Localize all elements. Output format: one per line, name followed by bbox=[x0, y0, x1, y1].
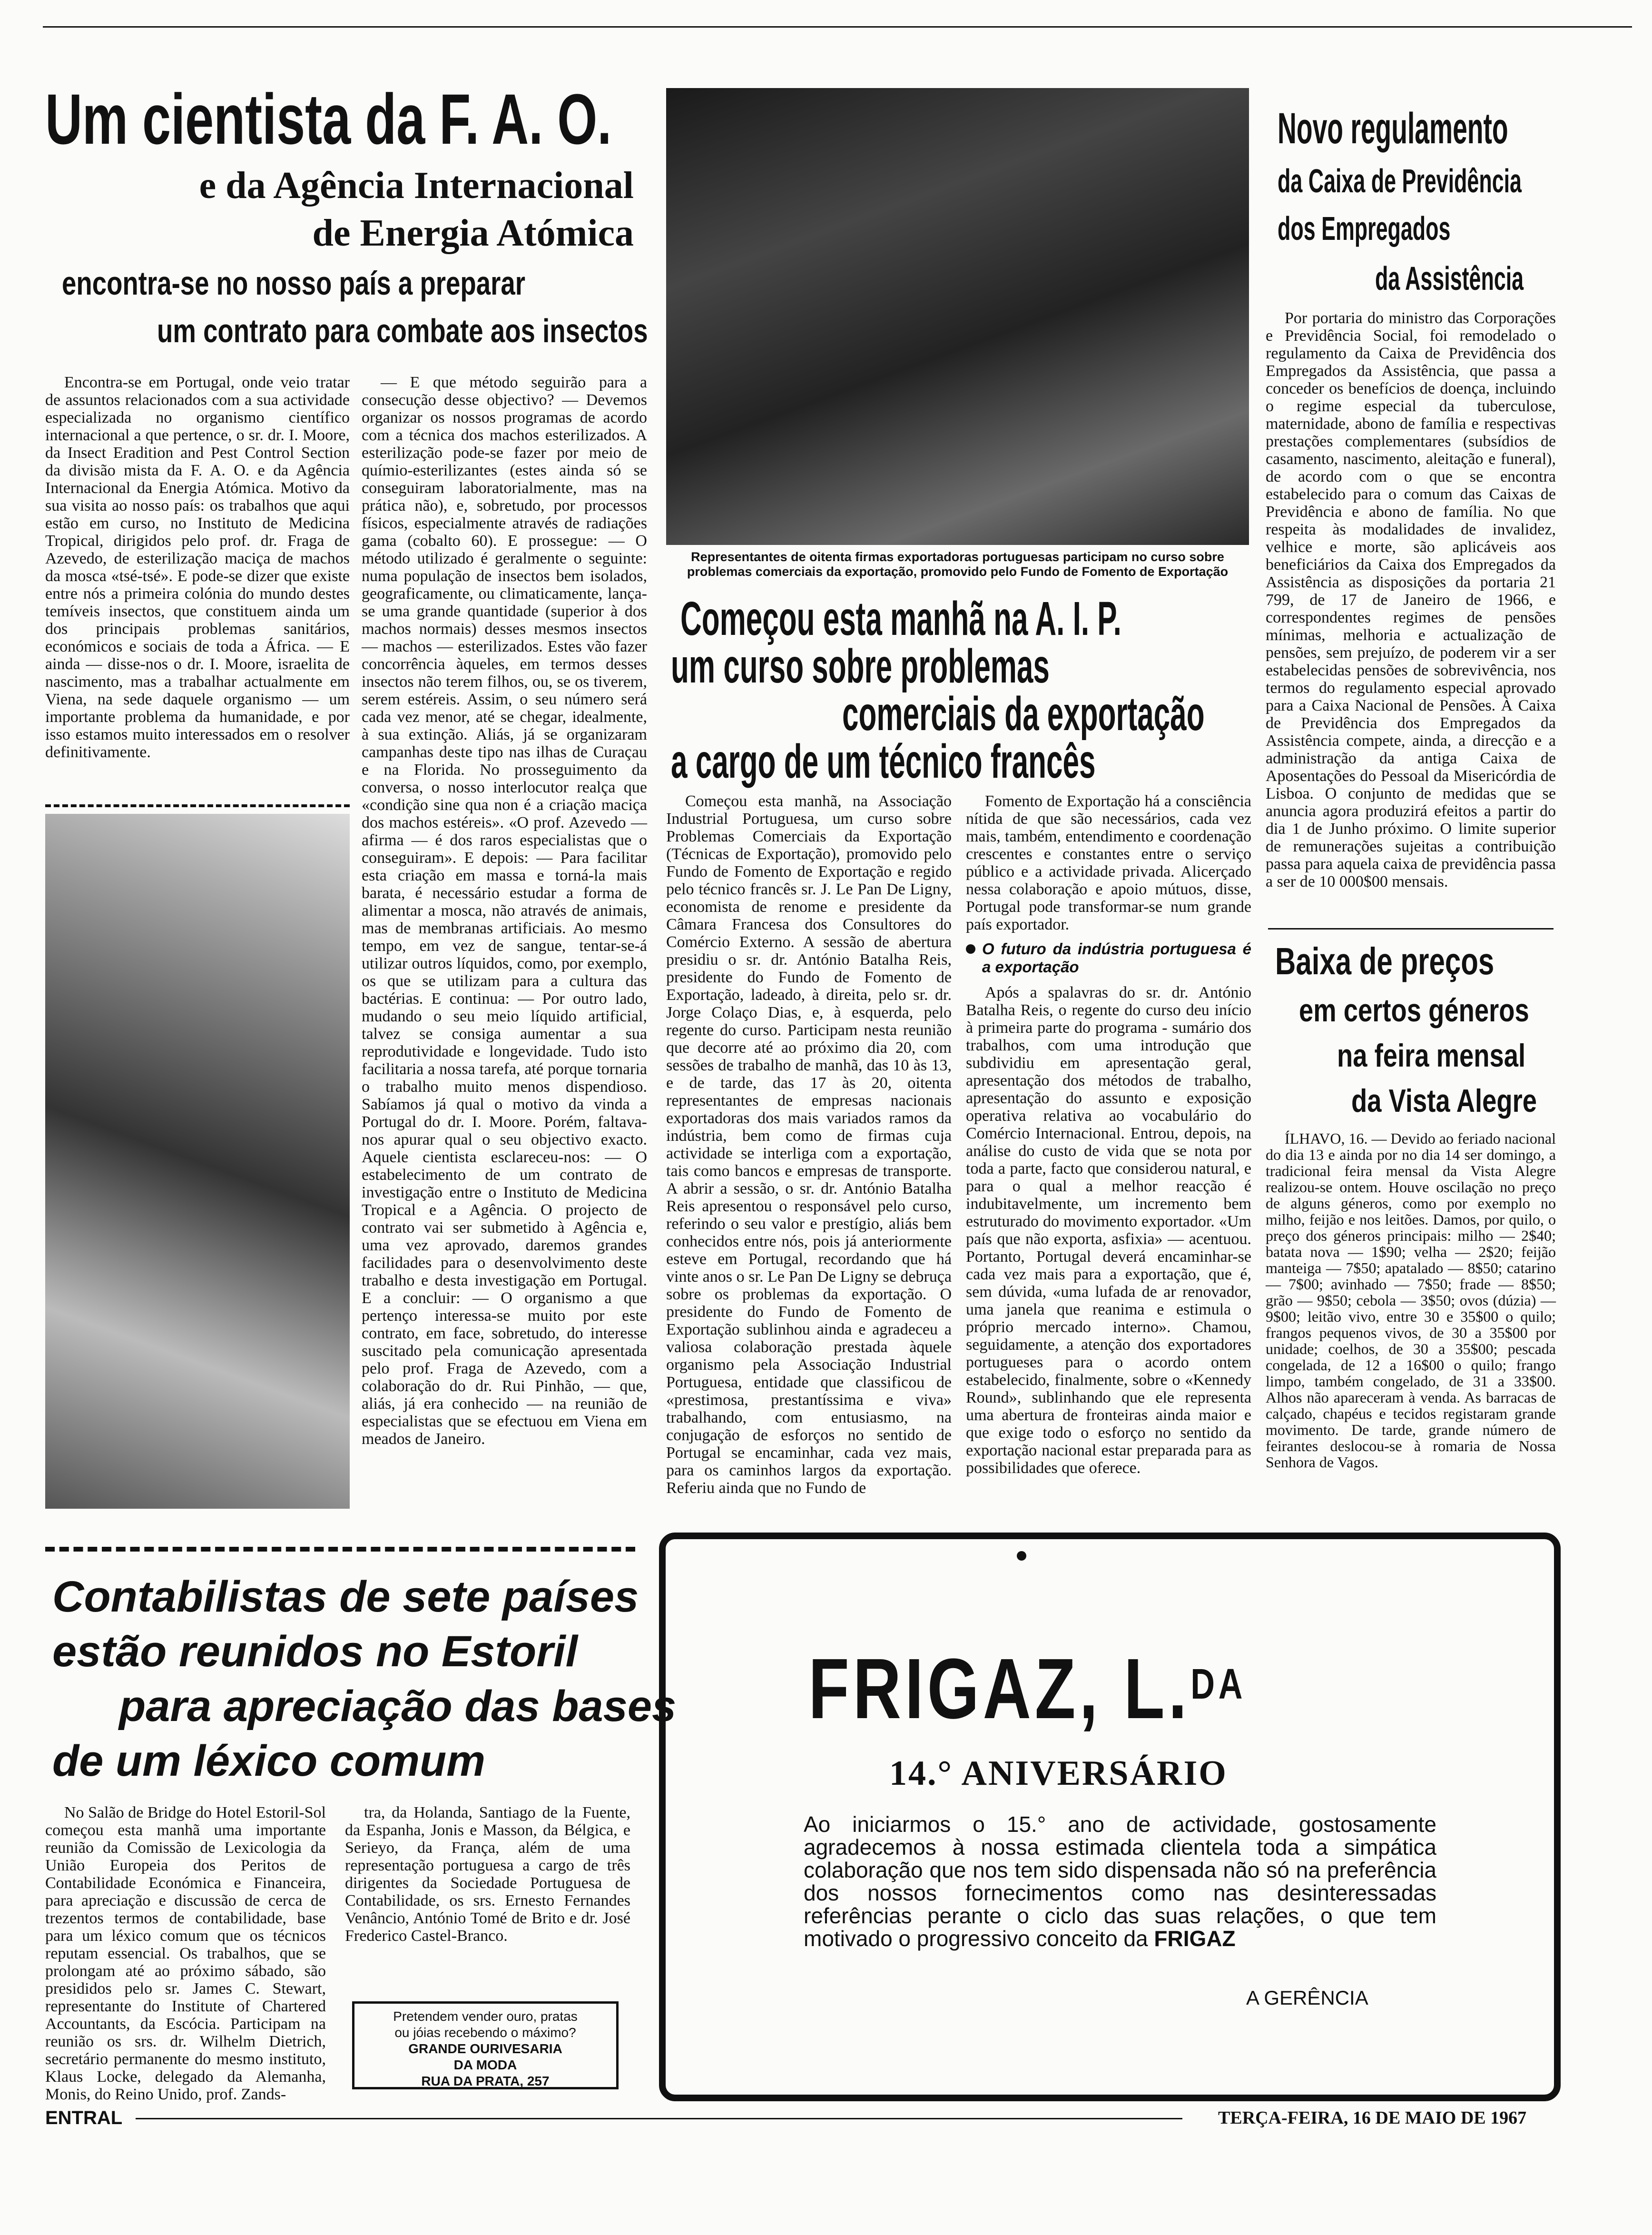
caixa-headline-3: dos Empregados bbox=[1278, 210, 1451, 247]
contab-headline-1: Contabilistas de sete países bbox=[52, 1572, 639, 1621]
frigaz-top-dot bbox=[1017, 1551, 1026, 1561]
frigaz-ad bbox=[659, 1533, 1561, 2101]
aip-column-2: Fomento de Exportação há a consciência nítida de que são necessários, cada vez mais, também, entendimento e coordenação crescentes e constantes entre o serviço público e a actividade privada. Alicerçado nessa colaboração e apoio mútuos, disse, Portugal pode transformar-se num grande país exportador. O futuro da indústria portuguesa é a exportação Após a spalavras do sr. dr. António Batalha Reis, o regente do curso deu início à primeira parte do programa - sumário dos trabalhos, com uma introdução que subdividiu em apresentação geral, apresentação dos métodos de trabalho, apresentação do assunto e exposição operativa relativa ao vocabulário do Comércio Internacional. Entrou, depois, na análise do custo de vida que se nota por toda a parte, facto que considerou natural, e para o qual a melhor reacção é indubitavelmente, um incremento bem estruturado do movimento exportador. «Um país que não exporta, asfixia» — acentuou. Portanto, Portugal deverá encaminhar-se cada vez mais para a exportação, que é, sem dúvida, «uma lufada de ar renovador, uma janela que reanima e estimula o próprio mercado interno». Chamou, seguidamente, a atenção dos exportadores portugueses para o acordo ontem estabelecido, finalmente, sobre o «Kennedy Round», sublinhando que ele representa uma abertura de fronteiras ainda maior e que exige todo o esforço no sentido da exportação nacional estar preparada para as possibilidades que oferece. bbox=[966, 792, 1251, 1477]
aip-headline-3: comerciais da exportação bbox=[842, 687, 1205, 741]
ad-line-5: RUA DA PRATA, 257 bbox=[421, 2074, 550, 2088]
baixa-headline-3: na feira mensal bbox=[1337, 1038, 1526, 1074]
frigaz-brand: FRIGAZ bbox=[1154, 1926, 1236, 1951]
fao-headline-4: encontra-se no nosso país a preparar bbox=[62, 265, 526, 302]
contab-column-2: tra, da Holanda, Santiago de la Fuente, da Espanha, Jonis e Masson, da Bélgica, e Serieyo, da França, além de uma representação portuguesa a cargo de três dirigentes da Sociedade Portuguesa de Contabilidade, os srs. Ernesto Fernandes Venâncio, António Tomé de Brito e dr. José Frederico Castel-Branco. bbox=[345, 1804, 630, 1945]
aip-meeting-photo bbox=[666, 88, 1249, 545]
contab-headline-2: estão reunidos no Estoril bbox=[52, 1627, 578, 1676]
ad-line-4: DA MODA bbox=[453, 2057, 517, 2072]
fao-column-1: Encontra-se em Portugal, onde veio tratar de assuntos relacionados com a sua actividade especializada no organismo científico internacional a que pertence, o sr. dr. I. Moore, da Insect Eradition and Pest Control Section da divisão mista da F. A. O. e da Agência Internacional da Energia Atómica. Motivo da sua visita ao nosso país: os trabalhos que aqui estão em curso, no Instituto de Medicina Tropical, dirigidos pelo prof. dr. Fraga de Azevedo, de esterilização maciça de machos da mosca «tsé-tsé». E pode-se dizer que existe entre nós a primeira colónia do mundo destes temíveis insectos, que constituem ainda um dos principais problemas sanitários, económicos e sociais de toda a África. — E ainda — disse-nos o dr. I. Moore, israelita de nascimento, mas a trabalhar actualmente em Viena, na sede daquele organismo — um importante problema da humanidade, e por isso estamos muito interessados em o resolver definitivamente. bbox=[45, 374, 350, 761]
fao-headline-5: um contrato para combate aos insectos bbox=[157, 312, 648, 349]
aip-column-1: Começou esta manhã, na Associação Industrial Portuguesa, um curso sobre Problemas Comerciais da Exportação (Técnicas de Exportação), promovido pelo Fundo de Fomento de Exportação e regido pelo técnico francês sr. J. Le Pan De Ligny, economista de renome e presidente da Câmara Francesa dos Consultores do Comércio Externo. A sessão de abertura presidiu o sr. dr. António Batalha Reis, presidente do Fundo de Fomento de Exportação, ladeado, à direita, pelo sr. dr. Jorge Colaço Dias, e, à esquerda, pelo regente do curso. Participam nesta reunião que decorre até ao próximo dia 20, com sessões de trabalho de manhã, das 10 às 13, e de tarde, das 17 às 20, oitenta representantes de empresas nacionais exportadoras dos mais variados ramos da indústria, bem como de firmas cuja actividade se interliga com a exportação, tais como bancos e empresas de transporte. A abrir a sessão, o sr. dr. António Batalha Reis apresentou o responsável pelo curso, referindo o seu valor e prestígio, aliás bem conhecidos entre nós, pois já anteriormente esteve em Portugal, recordando que há vinte anos o sr. Le Pan De Ligny se debruça sobre os problemas da exportação. O presidente do Fundo de Fomento de Exportação sublinhou ainda e agradeceu a valiosa colaboração prestada àquele organismo pela Associação Industrial Portuguesa, entidade que classificou de «prestimosa, prestantíssima e viva» trabalhando, com entusiasmo, na conjugação de esforços no sentido de Portugal se encaminhar, cada vez mais, para os caminhos largos da exportação. Referiu ainda que no Fundo de bbox=[666, 792, 952, 1497]
caixa-headline-2: da Caixa de Previdência bbox=[1278, 162, 1522, 199]
frigaz-subtitle: 14.° ANIVERSÁRIO bbox=[889, 1754, 1228, 1793]
footer-left: ENTRAL bbox=[45, 2107, 123, 2128]
fao-street-photo bbox=[45, 814, 350, 1509]
ad-line-2: ou jóias recebendo o máximo? bbox=[394, 2025, 576, 2040]
contab-headline-3: para apreciação das bases bbox=[119, 1682, 677, 1731]
contab-top-rule bbox=[45, 1547, 635, 1552]
baixa-headline-4: da Vista Alegre bbox=[1351, 1083, 1537, 1119]
fao-column-2: — E que método seguirão para a consecução desse objectivo? — Devemos organizar os nossos programas de acordo com a técnica dos machos esterilizados. A esterilização pode-se fazer por meio de químio-esterilizantes (estes ainda só se conseguiram laboratorialmente, mas na prática não), e, sobretudo, por processos físicos, especialmente através de radiações gama (cobalto 60). E prossegue: — O método utilizado é geralmente o seguinte: numa população de insectos bem isolados, geograficamente, ou climaticamente, lança-se uma grande quantidade (superior à dos machos normais) desses mesmos insectos — machos — esterilizados. Estes vão fazer concorrência àqueles, em termos desses insectos não terem filhos, ou, se os tiverem, serem estéreis. Assim, o seu número será cada vez menor, até se chegar, idealmente, à sua extinção. Aliás, já se organizaram campanhas deste tipo nas ilhas de Curaçau e na Florida. No prosseguimento da conversa, o nosso interlocutor realça que «condição sine qua non é a criação maciça dos machos estéreis». «O prof. Azevedo — afirma — é dos raros especialistas que o conseguiram». E depois: — Para facilitar esta criação em massa e torná-la mais barata, é necessário estudar a forma de alimentar a mosca, não através de animais, mas de membranas artificiais. Ao mesmo tempo, em vez de sangue, tentar-se-á utilizar outros líquidos, como, por exemplo, os que se utilizam para a cultura das bactérias. E continua: — Por outro lado, mudando o seu meio líquido artificial, talvez se consiga aumentar a sua reprodutividade e longevidade. Tudo isto facilitaria a nossa tarefa, até porque tornaria o trabalho muito menos dispendioso. Sabíamos já qual o motivo da vinda a Portugal do dr. I. Moore. Porém, faltava-nos apurar qual o seu objectivo exacto. Aquele cientista esclareceu-nos: — O estabelecimento de um contrato de investigação entre o Instituto de Medicina Tropical e a Agência. O projecto de contrato vai ser submetido à Agência e, uma vez aprovado, daremos grandes facilidades para o desenvolvimento deste trabalho e desta investigação em Portugal. E a concluir: — O organismo a que pertenço interessa-se muito por este contrato, em face, sobretudo, do interesse suscitado pela comunicação apresentada pelo prof. Fraga de Azevedo, com a colaboração do dr. Rui Pinhão, — que, aliás, já era conhecido — na reunião de especialistas que se efectuou em Viena em meados de Janeiro. bbox=[362, 374, 647, 1448]
caixa-separator bbox=[1268, 928, 1554, 930]
fao-headline-2: e da Agência Internacional bbox=[199, 165, 634, 207]
bullet-icon bbox=[966, 944, 975, 954]
frigaz-signature: A GERÊNCIA bbox=[1246, 1987, 1368, 2009]
frigaz-body: Ao iniciarmos o 15.° ano de actividade, gostosamente agradecemos à nossa estimada clientela toda a simpática colaboração que nos tem sido dispensada não só na preferência dos nossos fornecimentos como nas desinteressadas referências perante o ciclo das suas relações, o que tem motivado o progressivo conceito da FRIGAZ bbox=[804, 1812, 1436, 1951]
fao-separator bbox=[45, 804, 350, 807]
aip-headline-4: a cargo de um técnico francês bbox=[671, 735, 1096, 788]
caixa-headline-1: Novo regulamento bbox=[1278, 104, 1508, 153]
footer-date: TERÇA-FEIRA, 16 DE MAIO DE 1967 bbox=[1218, 2108, 1527, 2128]
contab-column-1: No Salão de Bridge do Hotel Estoril-Sol começou esta manhã uma importante reunião da Comissão de Lexicologia da União Europeia dos Peritos de Contabilidade Económica e Financeira, para apreciação e discussão de cerca de trezentos termos de contabilidade, base para um léxico comum que os técnicos reputam essencial. Os trabalhos, que se prolongam até ao próximo sábado, são presididos pelo sr. James C. Stewart, representante do Institute of Chartered Accountants, da Escócia. Participam na reunião os srs. dr. Wilhelm Dietrich, secretário permanente do mesmo instituto, Klaus Locke, delegado da Alemanha, Monis, do Reino Unido, prof. Zands- bbox=[45, 1804, 326, 2103]
baixa-headline-1: Baixa de preços bbox=[1275, 940, 1495, 982]
top-rule bbox=[43, 26, 1632, 28]
baixa-body: ÍLHAVO, 16. — Devido ao feriado nacional do dia 13 e ainda por no dia 14 ser domingo, a tradicional feira mensal da Vista Alegre realizou-se ontem. Houve oscilação no preço de alguns géneros, como por exemplo no milho, feijão e nos leitões. Damos, por quilo, o preço dos géneros principais: milho — 2$40; batata nova — 1$90; velha — 2$20; feijão manteiga — 7$50; apatalado — 8$50; catarino — 7$00; avinhado — 7$50; frade — 8$50; grão — 9$50; cebola — 3$50; ovos (dúzia) — 9$00; leitão vivo, entre 30 e 35$00 o quilo; frangos pequenos vivos, de 30 a 35$00 por unidade; coelhos, de 30 a 35$00; pescada congelada, de 12 a 16$00 o quilo; frango limpo, também congelado, de 31 a 33$00. Alhos não apareceram à venda. As barracas de calçado, chapéus e tecidos registaram grande movimento. De tarde, grande número de feirantes deslocou-se à romaria de Nossa Senhora de Vagos. bbox=[1266, 1130, 1556, 1471]
aip-headline-1: Começou esta manhã na A. I. P. bbox=[680, 592, 1121, 645]
footer-rule-left bbox=[136, 2118, 1182, 2119]
frigaz-name: FRIGAZ, L.$^{DA}$ bbox=[808, 1641, 1247, 1737]
aip-photo-caption: Representantes de oitenta firmas exportadoras portuguesas participam no curso sobre problemas comerciais da exportação, promovido pelo Fundo de Fomento de Exportação bbox=[687, 550, 1229, 579]
ourivesaria-ad bbox=[352, 2001, 619, 2089]
caixa-headline-4: da Assistência bbox=[1375, 260, 1524, 297]
fao-headline-1: Um cientista da F. A. O. bbox=[45, 79, 612, 159]
caixa-body: Por portaria do ministro das Corporações e Previdência Social, foi remodelado o regulamento da Caixa de Previdência dos Empregados da Assistência, que passa a conceder os benefícios de doença, incluindo o regime especial da tuberculose, maternidade, abono de família e respectivas prestações complementares (subsídios de casamento, nascimento, aleitação e funeral), de acordo com o que se encontra estabelecido para o comum das Caixas de Previdência e abono de família. No que respeita às modalidades de invalidez, velhice e morte, são aplicáveis aos beneficiários da Caixa dos Empregados da Assistência as disposições da portaria 21 799, de 17 de Janeiro de 1966, e correspondentes regimes de pensões mínimas, melhoria e actualização de pensões, sem prejuízo, de poderem vir a ser estabelecidas pensões de sobrevivência, nos termos do regulamento especial aprovado para a Caixa Nacional de Pensões. À Caixa de Previdência dos Empregados da Assistência compete, ainda, a direcção e a administração da antiga Caixa de Aposentações do Pessoal da Misericórdia de Lisboa. O conjunto de medidas que se anuncia agora produzirá efeitos a partir do dia 1 de Junho próximo. O limite superior de remunerações sujeitas a contribuição passa para aquela caixa de previdência passa a ser de 10 000$00 mensais. bbox=[1266, 309, 1556, 890]
ad-line-3: GRANDE OURIVESARIA bbox=[408, 2041, 562, 2056]
ad-line-1: Pretendem vender ouro, pratas bbox=[393, 2009, 578, 2024]
aip-subheading: O futuro da indústria portuguesa é a exportação bbox=[966, 940, 1251, 976]
aip-headline-2: um curso sobre problemas bbox=[671, 640, 1050, 693]
contab-headline-4: de um léxico comum bbox=[52, 1737, 486, 1785]
baixa-headline-2: em certos géneros bbox=[1299, 992, 1529, 1028]
fao-headline-3: de Energia Atómica bbox=[312, 212, 634, 254]
